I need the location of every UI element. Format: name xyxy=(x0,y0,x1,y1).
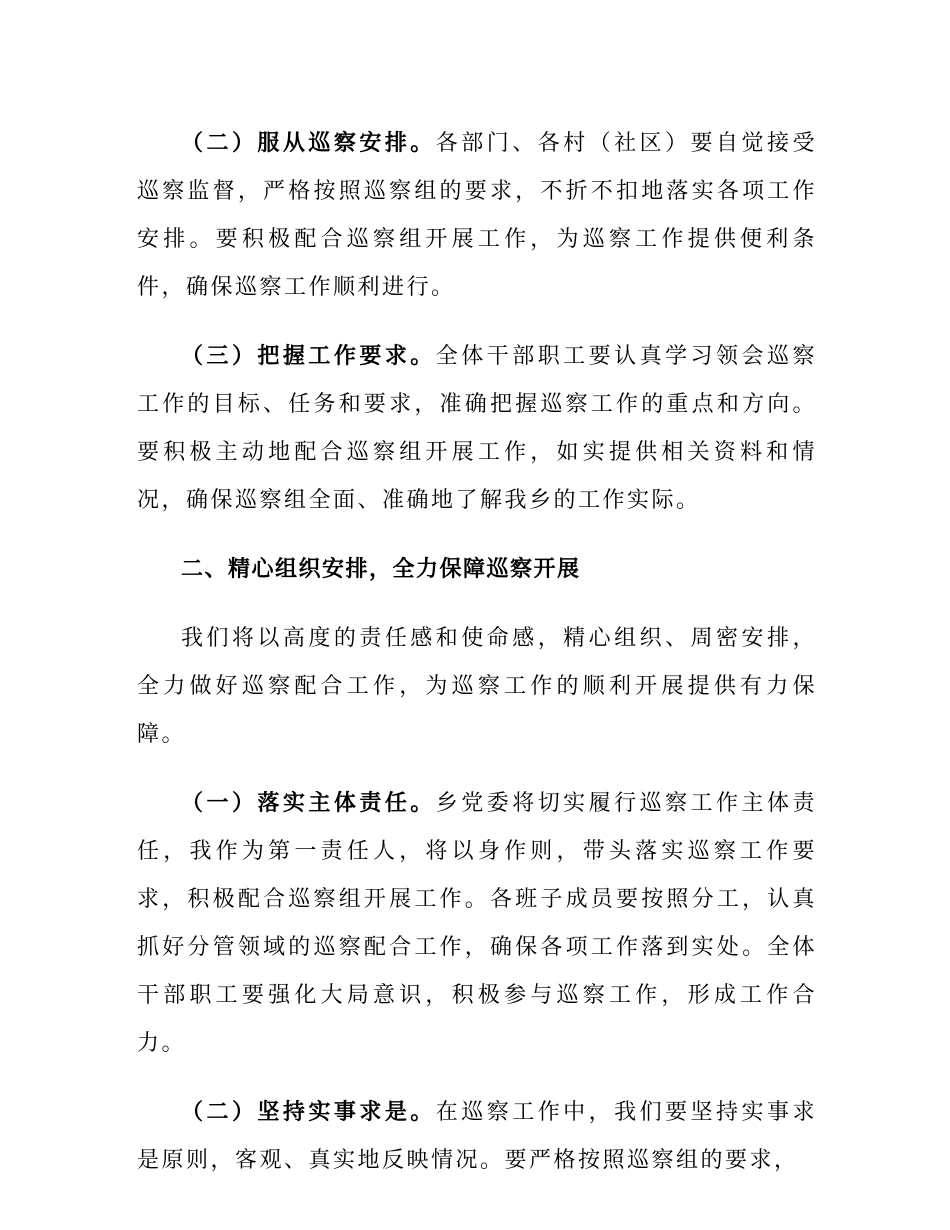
paragraph-lead: （一）落实主体责任。 xyxy=(181,790,436,815)
paragraph: 我们将以高度的责任感和使命感，精心组织、周密安排，全力做好巡察配合工作，为巡察工作的顺利开展提供有力保障。 xyxy=(137,625,817,746)
paragraph-lead: （二）服从巡察安排。 xyxy=(181,130,436,155)
paragraph-text: 全体干部职工要认真学习领会巡察工作的目标、任务和要求，准确把握巡察工作的重点和方向。要积极主动地配合巡察组开展工作，如实提供相关资料和情况，确保巡察组全面、准确地了解我乡的工作实际。 xyxy=(137,343,817,512)
paragraph-lead: （二）坚持实事求是。 xyxy=(181,1099,436,1124)
document-content xyxy=(137,0,817,1205)
paragraph xyxy=(137,119,817,311)
paragraph xyxy=(137,332,817,524)
paragraph xyxy=(137,1088,817,1184)
paragraph-text: 乡党委将切实履行巡察工作主体责任，我作为第一责任人，将以身作则，带头落实巡察工作要求，积极配合巡察组开展工作。各班子成员要按照分工，认真抓好分管领域的巡察配合工作，确保各项工作落到实处。全体干部职工要强化大局意识，积极参与巡察工作，形成工作合力。 xyxy=(137,790,817,1055)
section-heading: 二、精心组织安排，全力保障巡察开展 xyxy=(181,556,581,581)
paragraph-lead: （三）把握工作要求。 xyxy=(181,343,436,368)
paragraph xyxy=(137,779,817,1067)
paragraph-text: 各部门、各村（社区）要自觉接受巡察监督，严格按照巡察组的要求，不折不扣地落实各项工作安排。要积极配合巡察组开展工作，为巡察工作提供便利条件，确保巡察工作顺利进行。 xyxy=(137,130,817,299)
paragraph-text: 在巡察工作中，我们要坚持实事求是原则，客观、真实地反映情况。要严格按照巡察组的要求， xyxy=(137,1099,817,1172)
